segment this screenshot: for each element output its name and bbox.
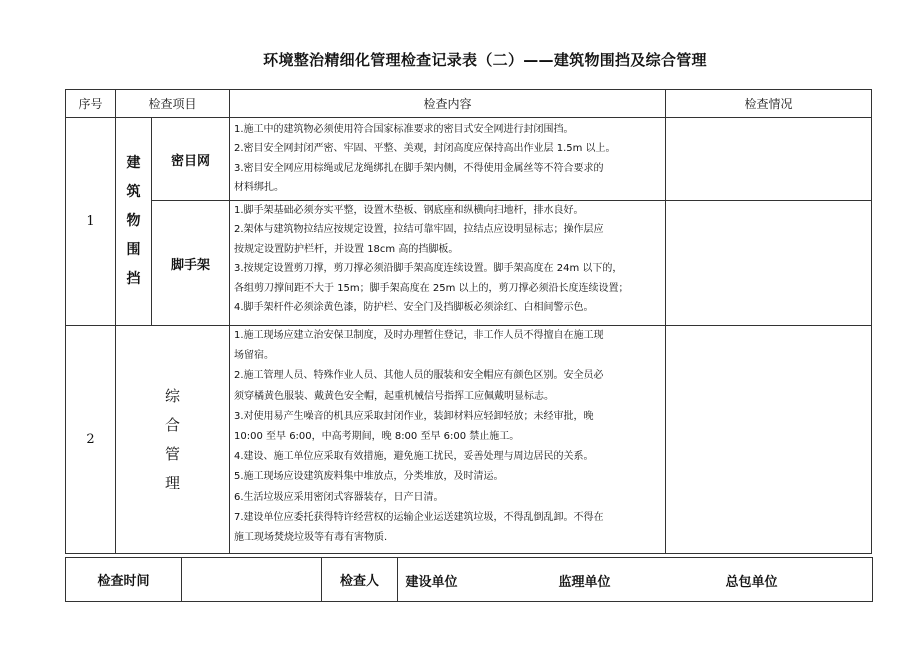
content-line: 2.密目安全网封闭严密、牢固、平整、美观，封闭高度应保持高出作业层 1.5m 以上。 [234, 143, 616, 155]
subitem-scaffold: 脚手架 [152, 201, 230, 326]
inspection-time-label: 检查时间 [66, 558, 182, 602]
table-row [66, 326, 872, 554]
content-line: 1.施工中的建筑物必须使用符合国家标准要求的密目式安全网进行封闭围挡。 [234, 124, 574, 135]
content-line: 1.施工现场应建立治安保卫制度，及时办理暂住登记，非工作人员不得擅自在施工现 [234, 330, 604, 341]
supervision-unit-label: 监理单位 [558, 574, 611, 590]
category-char: 围 [126, 242, 141, 258]
check-content [230, 118, 666, 201]
content-line: 1.脚手架基础必须夯实平整，设置木垫板、钢底座和纵横向扫地杆，排水良好。 [234, 205, 584, 216]
header-result: 检查情况 [666, 90, 872, 118]
content-line: 3.对使用易产生噪音的机具应采取封闭作业，装卸材料应轻卸轻放；未经审批，晚 [234, 410, 594, 422]
table-row [66, 118, 872, 201]
page-title: 环境整治精细化管理检查记录表（二）——建筑物围挡及综合管理 [263, 51, 707, 69]
row-number: 2 [66, 326, 116, 554]
check-result-cell[interactable] [666, 118, 872, 201]
category-char: 管 [165, 444, 181, 463]
content-line: 10:00 至早 6:00，中高考期间，晚 8:00 至早 6:00 禁止施工。 [234, 431, 520, 443]
category-char: 筑 [126, 184, 141, 200]
content-line: 按规定设置防护栏杆，并设置 18cm 高的挡脚板。 [234, 243, 459, 255]
content-line: 施工现场焚烧垃圾等有毒有害物质. [234, 532, 388, 544]
category-char: 理 [165, 473, 181, 492]
content-line: 材料绑扎。 [234, 182, 285, 194]
contractor-unit-label: 总包单位 [725, 574, 778, 590]
check-result-cell[interactable] [666, 201, 872, 326]
category-char: 挡 [126, 271, 141, 287]
inspection-time-field[interactable] [182, 558, 322, 602]
content-line: 3.按规定设置剪刀撑，剪刀撑必须沿脚手架高度连续设置。脚手架高度在 24m 以下的， [234, 263, 623, 275]
content-line: 2.架体与建筑物拉结应按规定设置，拉结可靠牢固，拉结点应设明显标志；操作层应 [234, 224, 604, 236]
content-line: 2.施工管理人员、特殊作业人员、其他人员的服装和安全帽应有颜色区别。安全员必 [234, 370, 604, 382]
category-building-enclosure [116, 118, 152, 326]
subitem-safety-net: 密目网 [152, 118, 230, 201]
check-result-cell[interactable] [666, 326, 872, 554]
header-no: 序号 [66, 90, 116, 118]
content-line: 6.生活垃圾应采用密闭式容器装存，日产日清。 [234, 491, 444, 503]
content-line: 须穿橘黄色服装、戴黄色安全帽，起重机械信号指挥工应佩戴明显标志。 [234, 390, 555, 402]
header-row [66, 90, 872, 118]
check-content [230, 201, 666, 326]
content-line: 场留宿。 [234, 350, 275, 362]
content-line: 7.建设单位应委托获得特许经营权的运输企业运送建筑垃圾，不得乱倒乱卸。不得在 [234, 511, 604, 523]
category-char: 物 [126, 213, 141, 229]
header-content: 检查内容 [230, 90, 666, 118]
check-content [230, 326, 666, 554]
construction-unit-label: 建设单位 [405, 574, 458, 590]
footer-table [65, 557, 873, 602]
header-item: 检查项目 [116, 90, 230, 118]
inspection-form [65, 89, 872, 554]
row-number: 1 [66, 118, 116, 326]
inspector-units [398, 558, 873, 602]
category-char: 建 [126, 155, 141, 171]
footer-row [66, 558, 873, 602]
category-char: 综 [165, 386, 181, 405]
table-row [66, 201, 872, 326]
content-line: 各组剪刀撑间距不大于 15m；脚手架高度在 25m 以上的，剪刀撑必须沿长度连续设置； [234, 282, 629, 294]
content-line: 3.密目安全网应用棕绳或尼龙绳绑扎在脚手架内侧，不得使用金属丝等不符合要求的 [234, 162, 604, 174]
content-line: 4.建设、施工单位应采取有效措施，避免施工扰民，妥善处理与周边居民的关系。 [234, 451, 594, 463]
category-comprehensive-management [116, 326, 230, 554]
content-line: 4.脚手架杆件必须涂黄色漆，防护栏、安全门及挡脚板必须涂红、白相间警示色。 [234, 302, 594, 314]
category-char: 合 [165, 415, 181, 434]
content-line: 5.施工现场应设建筑废料集中堆放点，分类堆放，及时清运。 [234, 471, 504, 483]
inspector-label: 检查人 [322, 558, 398, 602]
